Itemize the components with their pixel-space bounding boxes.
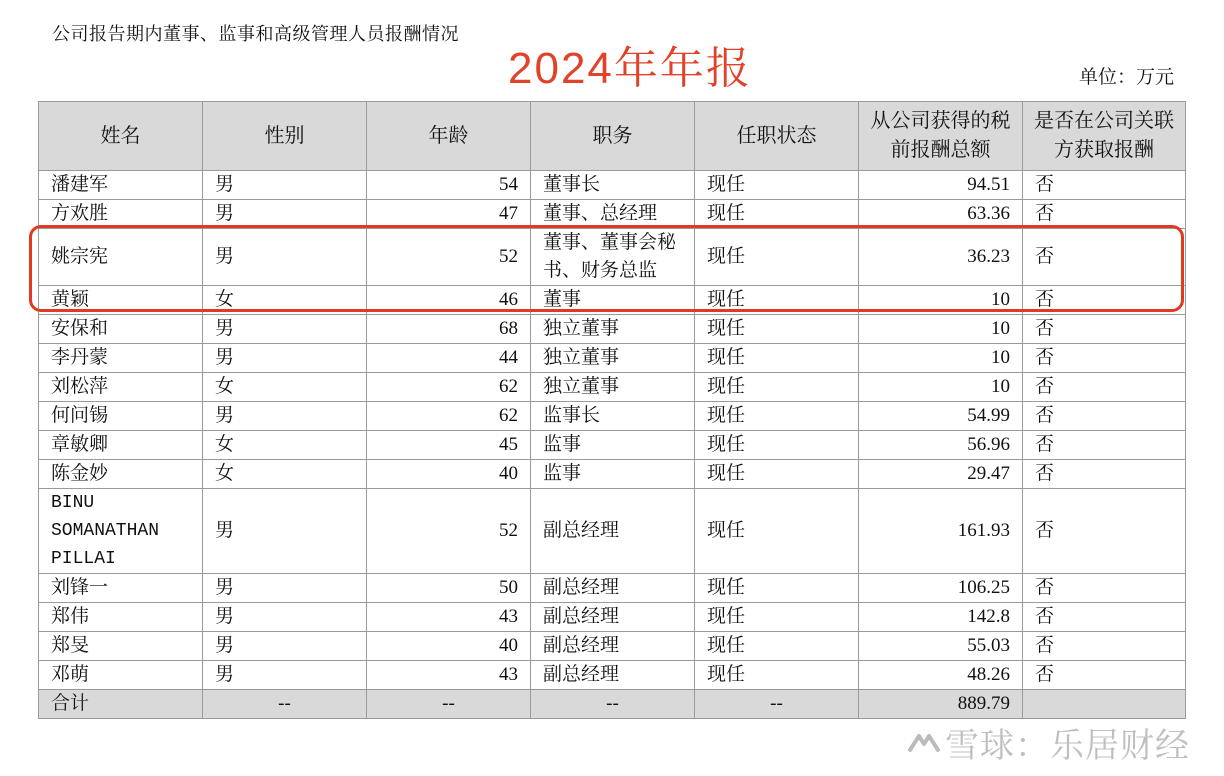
cell-name: 安保和: [39, 315, 203, 344]
cell-age: 45: [367, 431, 531, 460]
cell-gender: 女: [203, 460, 367, 489]
cell-position: 董事、总经理: [531, 200, 695, 229]
cell-age: 52: [367, 229, 531, 286]
cell-age: 52: [367, 489, 531, 574]
cell-pay: 56.96: [859, 431, 1023, 460]
cell-age: 40: [367, 460, 531, 489]
cell-pay: 54.99: [859, 402, 1023, 431]
cell-related: 否: [1023, 402, 1186, 431]
cell-position: 副总经理: [531, 661, 695, 690]
table-header-row: [39, 102, 1186, 171]
cell-pay: 48.26: [859, 661, 1023, 690]
cell-related: 否: [1023, 603, 1186, 632]
cell-pay: 29.47: [859, 460, 1023, 489]
cell-pay: 10: [859, 286, 1023, 315]
cell-status: 现任: [695, 402, 859, 431]
cell-name: 郑伟: [39, 603, 203, 632]
cell-related: 否: [1023, 315, 1186, 344]
cell-position: 副总经理: [531, 603, 695, 632]
cell-related: 否: [1023, 373, 1186, 402]
report-year-title: 2024年年报: [508, 44, 752, 93]
cell-status: 现任: [695, 603, 859, 632]
table-row: [39, 286, 1186, 315]
table-row: [39, 489, 1186, 574]
cell-gender: 男: [203, 229, 367, 286]
cell-status: 现任: [695, 661, 859, 690]
cell-status: 现任: [695, 200, 859, 229]
cell-pay: 63.36: [859, 200, 1023, 229]
cell-position: 副总经理: [531, 574, 695, 603]
cell-name: 潘建军: [39, 171, 203, 200]
cell-gender: 男: [203, 603, 367, 632]
total-status: --: [695, 690, 859, 719]
watermark-text: 雪球：乐居财经: [945, 726, 1190, 766]
cell-position: 独立董事: [531, 315, 695, 344]
cell-name: 方欢胜: [39, 200, 203, 229]
cell-gender: 男: [203, 344, 367, 373]
cell-age: 43: [367, 603, 531, 632]
cell-status: 现任: [695, 574, 859, 603]
table-row: [39, 402, 1186, 431]
cell-gender: 男: [203, 632, 367, 661]
cell-gender: 男: [203, 200, 367, 229]
cell-pay: 10: [859, 315, 1023, 344]
cell-related: 否: [1023, 632, 1186, 661]
cell-pay: 161.93: [859, 489, 1023, 574]
header-name: 姓名: [39, 102, 203, 171]
cell-gender: 男: [203, 171, 367, 200]
cell-pay: 106.25: [859, 574, 1023, 603]
cell-status: 现任: [695, 431, 859, 460]
cell-pay: 142.8: [859, 603, 1023, 632]
table-row: [39, 431, 1186, 460]
cell-status: 现任: [695, 315, 859, 344]
cell-name: BINU SOMANATHAN PILLAI: [39, 489, 203, 574]
table-row: [39, 229, 1186, 286]
total-age: --: [367, 690, 531, 719]
table-row: [39, 373, 1186, 402]
cell-pay: 10: [859, 344, 1023, 373]
cell-pay: 36.23: [859, 229, 1023, 286]
cell-gender: 男: [203, 402, 367, 431]
header-gender: 性别: [203, 102, 367, 171]
cell-age: 46: [367, 286, 531, 315]
table-row: [39, 344, 1186, 373]
cell-age: 50: [367, 574, 531, 603]
table-row: [39, 460, 1186, 489]
cell-status: 现任: [695, 286, 859, 315]
header-pay: 从公司获得的税前报酬总额: [859, 102, 1023, 171]
cell-name: 何问锡: [39, 402, 203, 431]
watermark: [907, 718, 1190, 767]
cell-position: 监事: [531, 460, 695, 489]
table-row: [39, 200, 1186, 229]
header-age: 年龄: [367, 102, 531, 171]
cell-name: 邓萌: [39, 661, 203, 690]
cell-age: 62: [367, 373, 531, 402]
cell-position: 监事长: [531, 402, 695, 431]
cell-gender: 女: [203, 431, 367, 460]
header-position: 职务: [531, 102, 695, 171]
cell-status: 现任: [695, 171, 859, 200]
total-position: --: [531, 690, 695, 719]
cell-name: 刘松萍: [39, 373, 203, 402]
compensation-table: [38, 101, 1186, 719]
header-related: 是否在公司关联方获取报酬: [1023, 102, 1186, 171]
cell-related: 否: [1023, 460, 1186, 489]
cell-position: 董事: [531, 286, 695, 315]
cell-related: 否: [1023, 489, 1186, 574]
cell-related: 否: [1023, 171, 1186, 200]
cell-position: 独立董事: [531, 344, 695, 373]
cell-gender: 男: [203, 574, 367, 603]
cell-related: 否: [1023, 661, 1186, 690]
table-caption: 公司报告期内董事、监事和高级管理人员报酬情况: [52, 24, 459, 44]
cell-gender: 男: [203, 315, 367, 344]
cell-age: 68: [367, 315, 531, 344]
cell-name: 章敏卿: [39, 431, 203, 460]
cell-status: 现任: [695, 489, 859, 574]
cell-position: 独立董事: [531, 373, 695, 402]
total-gender: --: [203, 690, 367, 719]
cell-status: 现任: [695, 632, 859, 661]
table-row: [39, 574, 1186, 603]
cell-pay: 10: [859, 373, 1023, 402]
table-row: [39, 603, 1186, 632]
cell-age: 47: [367, 200, 531, 229]
cell-gender: 女: [203, 286, 367, 315]
cell-related: 否: [1023, 286, 1186, 315]
cell-age: 40: [367, 632, 531, 661]
cell-gender: 男: [203, 489, 367, 574]
total-label: 合计: [39, 690, 203, 719]
table-row: [39, 171, 1186, 200]
cell-name: 李丹蒙: [39, 344, 203, 373]
cell-related: 否: [1023, 574, 1186, 603]
table-row: [39, 661, 1186, 690]
cell-gender: 女: [203, 373, 367, 402]
cell-name: 刘锋一: [39, 574, 203, 603]
cell-pay: 55.03: [859, 632, 1023, 661]
cell-age: 43: [367, 661, 531, 690]
cell-status: 现任: [695, 460, 859, 489]
cell-name: 郑旻: [39, 632, 203, 661]
cell-status: 现任: [695, 344, 859, 373]
cell-pay: 94.51: [859, 171, 1023, 200]
table-row: [39, 315, 1186, 344]
cell-related: 否: [1023, 344, 1186, 373]
cell-status: 现任: [695, 229, 859, 286]
cell-related: 否: [1023, 431, 1186, 460]
unit-label: 单位：万元: [1078, 67, 1174, 88]
cell-status: 现任: [695, 373, 859, 402]
snowball-logo-icon: [907, 728, 941, 758]
table-row: [39, 632, 1186, 661]
cell-age: 44: [367, 344, 531, 373]
cell-position: 副总经理: [531, 632, 695, 661]
cell-position: 副总经理: [531, 489, 695, 574]
cell-name: 黄颖: [39, 286, 203, 315]
cell-position: 监事: [531, 431, 695, 460]
cell-name: 姚宗宪: [39, 229, 203, 286]
cell-age: 54: [367, 171, 531, 200]
total-row: [39, 690, 1186, 719]
total-related: [1023, 690, 1186, 719]
cell-gender: 男: [203, 661, 367, 690]
total-pay: 889.79: [859, 690, 1023, 719]
cell-position: 董事、董事会秘书、财务总监: [531, 229, 695, 286]
cell-related: 否: [1023, 200, 1186, 229]
cell-age: 62: [367, 402, 531, 431]
cell-related: 否: [1023, 229, 1186, 286]
cell-name: 陈金妙: [39, 460, 203, 489]
header-status: 任职状态: [695, 102, 859, 171]
cell-position: 董事长: [531, 171, 695, 200]
